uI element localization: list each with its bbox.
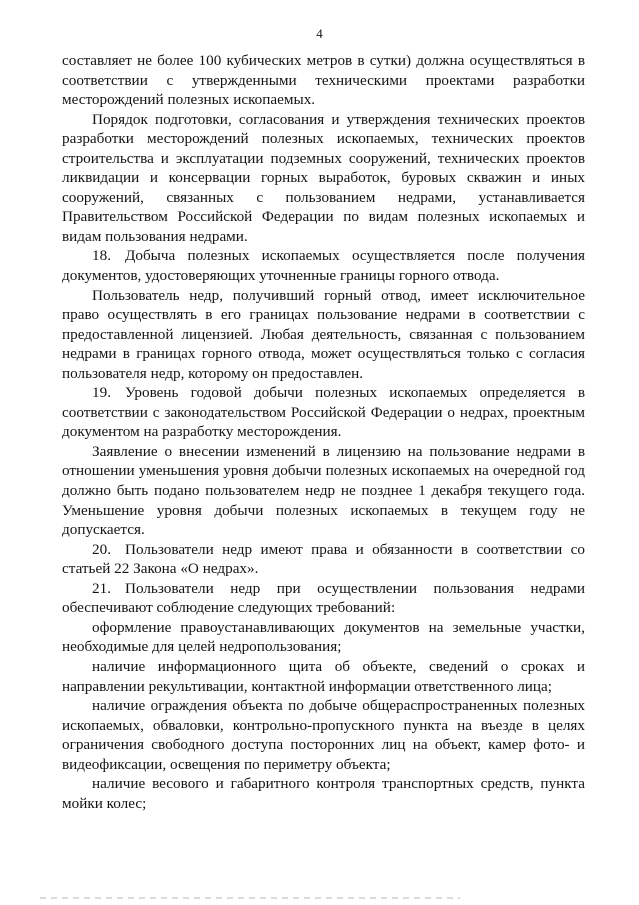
- paragraph: [62, 286, 585, 384]
- paragraph-text: наличие информационного щита об объекте, сведений о сроках и направлении рекультивации, контактной информации ответственного лица;: [62, 657, 585, 695]
- numbered-paragraph-19: [62, 383, 585, 442]
- scan-edge-artifact: [40, 897, 460, 899]
- document-body: [62, 51, 585, 813]
- requirement-item: [62, 696, 585, 774]
- paragraph-continuation: [62, 51, 585, 110]
- paragraph-text: Добыча полезных ископаемых осуществляется после получения документов, удостоверяющих уточненные границы горного отвода.: [62, 247, 585, 285]
- requirement-item: [62, 774, 585, 813]
- paragraph: [62, 442, 585, 540]
- requirement-item: [62, 657, 585, 696]
- numbered-paragraph-20: [62, 540, 585, 579]
- paragraph-text: Пользователи недр имеют права и обязанности в соответствии со статьей 22 Закона «О недрах».: [62, 540, 585, 578]
- paragraph: [62, 110, 585, 247]
- paragraph-number: 20.: [92, 540, 111, 558]
- page-number: 4: [316, 26, 323, 41]
- paragraph-text: Порядок подготовки, согласования и утверждения технических проектов разработки месторождений полезных ископаемых, технических проектов строительства и эксплуатации подземных сооружений, технических проектов ликвидации и консервации горных выработок, буровых скважин и иных сооружений, связанных с пользованием недрами, устанавливается Правительством Российской Федерации по видам полезных ископаемых и видам пользования недрами.: [62, 110, 585, 245]
- paragraph-text: Заявление о внесении изменений в лицензию на пользование недрами в отношении уменьшения уровня добычи полезных ископаемых на очередной год должно быть подано пользователем недр не позднее 1 декабря текущего года. Уменьшение уровня добычи полезных ископаемых в текущем году не допускается.: [62, 442, 585, 539]
- paragraph-text: Пользователь недр, получивший горный отвод, имеет исключительное право осуществлять в его границах пользование недрами в соответствии с предоставленной лицензией. Любая деятельность, связанная с пользованием недрами в границах горного отвода, может осуществляться только с согласия пользователя недр, которому он предоставлен.: [62, 286, 585, 382]
- paragraph-number: 21.: [92, 579, 111, 597]
- paragraph-text: составляет не более 100 кубических метров в сутки) должна осуществляться в соответствии с утвержденными техническими проектами разработки месторождений полезных ископаемых.: [62, 52, 585, 109]
- paragraph-text: Уровень годовой добычи полезных ископаемых определяется в соответствии с законодательством Российской Федерации о недрах, проектным документом на разработку месторождения.: [62, 384, 585, 441]
- numbered-paragraph-18: [62, 246, 585, 285]
- numbered-paragraph-21: [62, 579, 585, 618]
- paragraph-text: оформление правоустанавливающих документов на земельные участки, необходимые для целей недропользования;: [62, 618, 585, 656]
- paragraph-text: наличие ограждения объекта по добыче общераспространенных полезных ископаемых, обваловки, контрольно-пропускного пункта на въезде в целях ограничения свободного доступа посторонних лиц на объект, камер фото- и видеофиксации, освещения по периметру объекта;: [62, 697, 585, 773]
- paragraph-text: Пользователи недр при осуществлении пользования недрами обеспечивают соблюдение следующих требований:: [62, 579, 585, 617]
- paragraph-number: 18.: [92, 247, 111, 265]
- requirement-item: [62, 618, 585, 657]
- paragraph-text: наличие весового и габаритного контроля транспортных средств, пункта мойки колес;: [62, 775, 585, 812]
- paragraph-number: 19.: [92, 384, 111, 402]
